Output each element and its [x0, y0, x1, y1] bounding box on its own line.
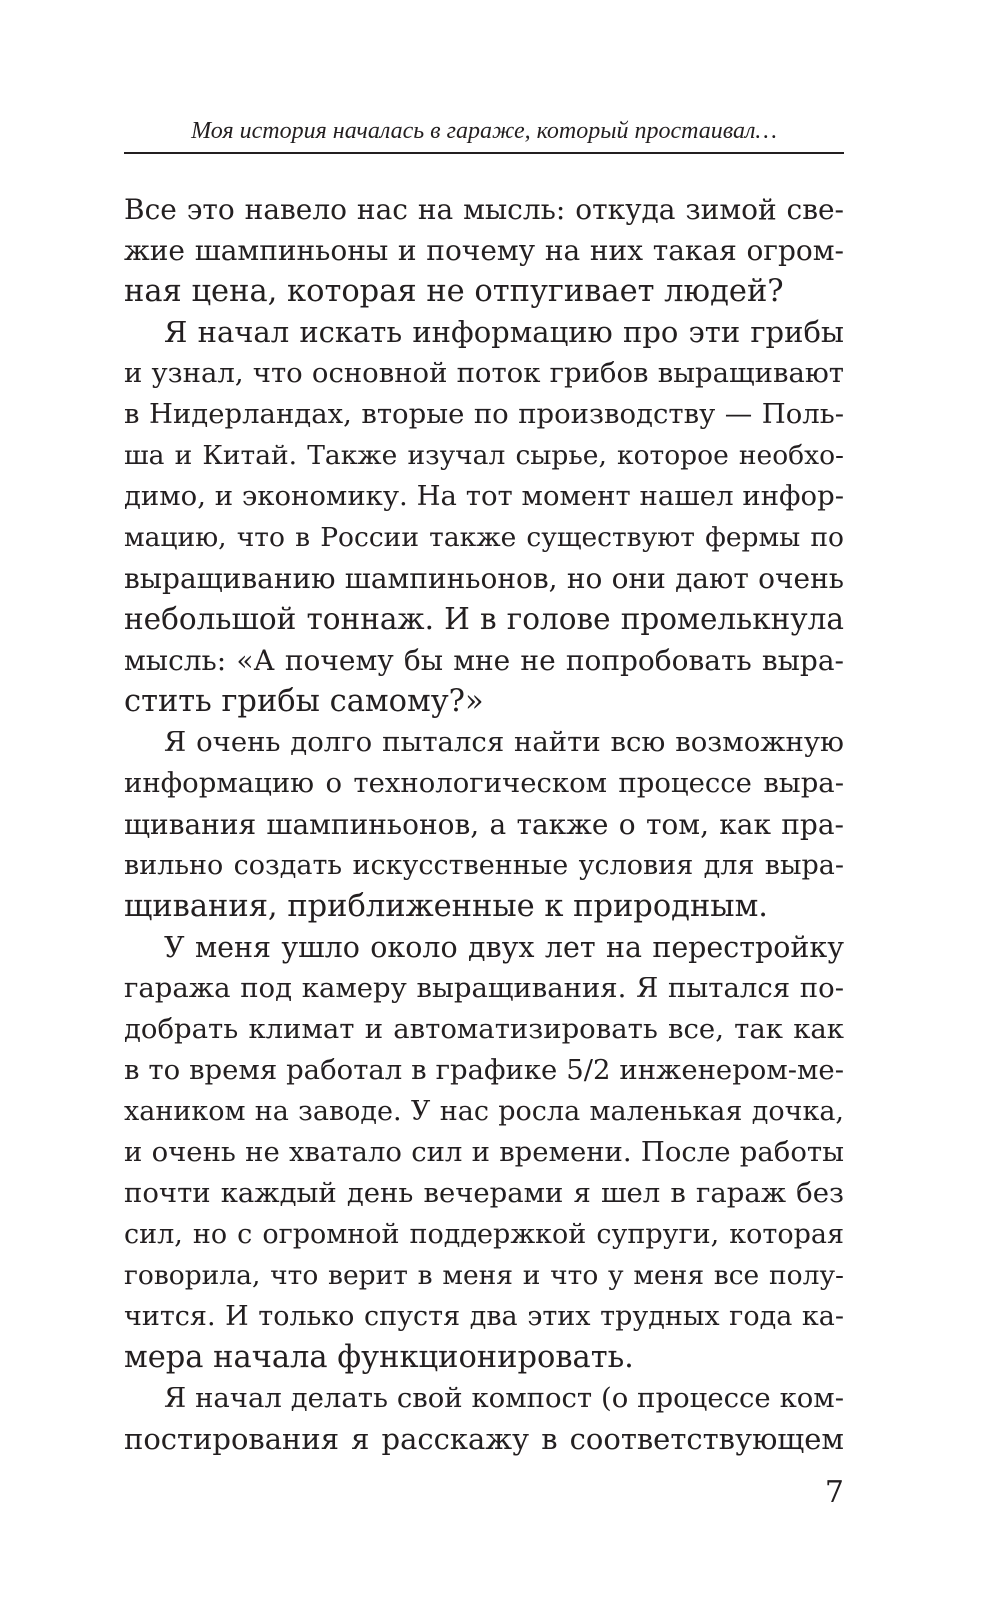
text-line: сил, но с огромной поддержкой супруги, которая — [124, 1219, 844, 1250]
text-line: мера начала функционировать. — [124, 1340, 634, 1375]
text-line: щивания, приближенные к природным. — [124, 889, 768, 924]
text-line: информацию о технологическом процессе выра- — [124, 767, 844, 799]
text-line: мысль: «А почему бы мне не попробовать выра- — [124, 644, 844, 677]
paragraph — [124, 722, 844, 927]
text-line: мацию, что в России также существуют фермы по — [124, 522, 844, 553]
paragraph — [124, 1378, 844, 1460]
text-line: Я очень долго пытался найти всю возможную — [164, 726, 844, 758]
text-line: хаником на заводе. У нас росла маленькая дочка, — [124, 1096, 844, 1127]
text-line: щивания шампиньонов, а также о том, как пра- — [124, 808, 844, 841]
text-line: небольшой тоннаж. И в голове промелькнула — [124, 602, 844, 636]
page-number: 7 — [824, 1475, 844, 1510]
text-line: ная цена, которая не отпугивает людей? — [124, 274, 784, 309]
text-line: жие шампиньоны и почему на них такая огром- — [124, 234, 844, 267]
text-line: выращиванию шампиньонов, но они дают очень — [124, 562, 844, 595]
paragraph — [124, 312, 844, 722]
text-line: У меня ушло около двух лет на перестройку — [164, 931, 844, 964]
text-line: говорила, что верит в меня и что у меня все полу- — [124, 1260, 844, 1291]
text-line: ша и Китай. Также изучал сырье, которое необхо- — [124, 440, 844, 471]
text-line: гаража под камеру выращивания. Я пытался по- — [124, 972, 844, 1004]
text-line: и узнал, что основной поток грибов выращивают — [124, 357, 844, 389]
text-line: вильно создать искусственные условия для выра- — [124, 850, 844, 881]
text-line: чится. И только спустя два этих трудных года ка- — [124, 1301, 844, 1332]
text-line: Все это навело нас на мысль: откуда зимой све- — [124, 193, 844, 226]
text-line: и очень не хватало сил и времени. После работы — [124, 1136, 844, 1168]
text-line: постирования я расскажу в соответствующем — [124, 1422, 844, 1456]
running-header: Моя история началась в гараже, который простаивал… — [191, 118, 777, 144]
text-line: Я начал делать свой компост (о процессе ком- — [164, 1382, 844, 1414]
text-line: димо, и экономику. На тот момент нашел инфор- — [124, 480, 844, 512]
text-line: почти каждый день вечерами я шел в гараж без — [124, 1177, 844, 1209]
text-line: добрать климат и автоматизировать все, так как — [124, 1013, 844, 1045]
paragraph — [124, 189, 844, 312]
body-text — [124, 189, 844, 1460]
paragraph — [124, 927, 844, 1378]
text-line: стить грибы самому?» — [124, 684, 484, 719]
text-line: Я начал искать информацию про эти грибы — [164, 315, 844, 349]
text-line: в Нидерландах, вторые по производству — Поль- — [124, 398, 844, 430]
text-line: в то время работал в графике 5/2 инженером-ме- — [124, 1054, 844, 1086]
header-divider — [124, 152, 844, 154]
